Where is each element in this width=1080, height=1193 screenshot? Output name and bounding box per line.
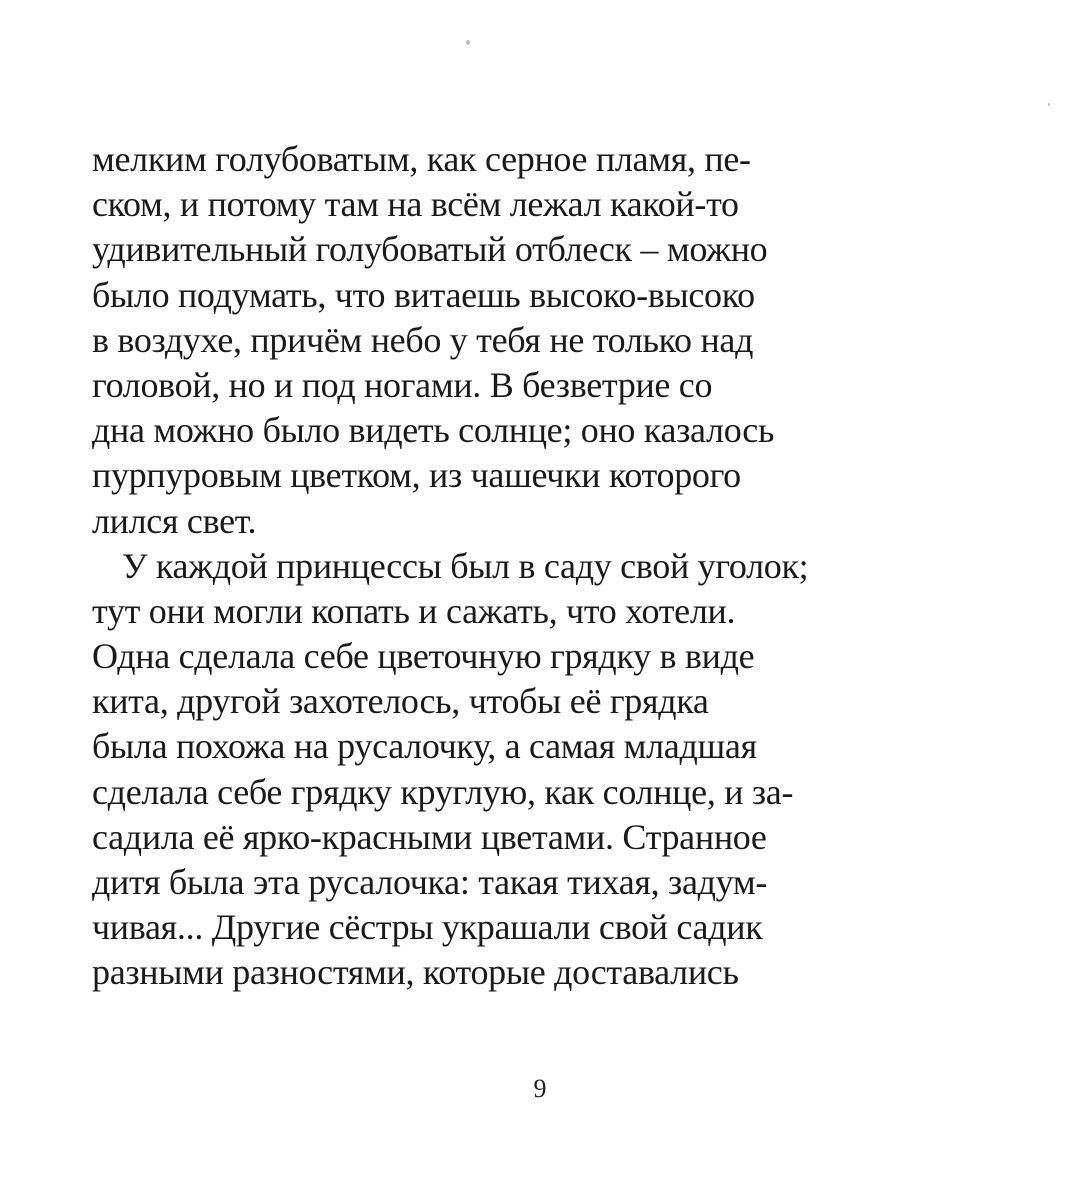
text-line: головой, но и под ногами. В безветрие со [92, 364, 713, 405]
scan-speck [466, 40, 470, 45]
text-line: чивая... Другие сёстры украшали свой садик [92, 907, 763, 948]
text-line: лился свет. [92, 500, 257, 541]
page-number: 9 [533, 1074, 547, 1103]
text-line: тут они могли копать и сажать, что хотели. [92, 590, 736, 631]
text-line: дитя была эта русалочка: такая тихая, задум- [92, 862, 768, 902]
text-line: удивительный голубоватый отблеск – можно [92, 229, 768, 270]
text-line: было подумать, что витаешь высоко-высоко [92, 274, 755, 315]
text-line: кита, другой захотелось, чтобы её грядка [92, 681, 709, 722]
text-line: разными разностями, которые доставались [92, 952, 739, 993]
paragraph-2 [92, 544, 906, 996]
text-line: У каждой принцессы был в саду свой уголок; [122, 545, 809, 586]
text-line: ском, и потому там на всём лежал какой-то [92, 184, 739, 225]
text-line: садила её ярко-красными цветами. Странное [92, 816, 767, 857]
text-line: в воздухе, причём небо у тебя не только над [92, 319, 754, 360]
text-line: пурпуровым цветком, из чашечки которого [92, 455, 741, 496]
scan-speck [1048, 103, 1050, 106]
text-line: мелким голубоватым, как серное пламя, пе- [92, 139, 751, 179]
text-line: Одна сделала себе цветочную грядку в виде [92, 636, 755, 677]
body-text [92, 137, 906, 996]
text-line: сделала себе грядку круглую, как солнце, и за- [92, 771, 794, 812]
text-line: дна можно было видеть солнце; оно казалось [92, 410, 775, 451]
paragraph-1 [92, 137, 906, 544]
text-line: была похожа на русалочку, а самая младшая [92, 726, 757, 767]
